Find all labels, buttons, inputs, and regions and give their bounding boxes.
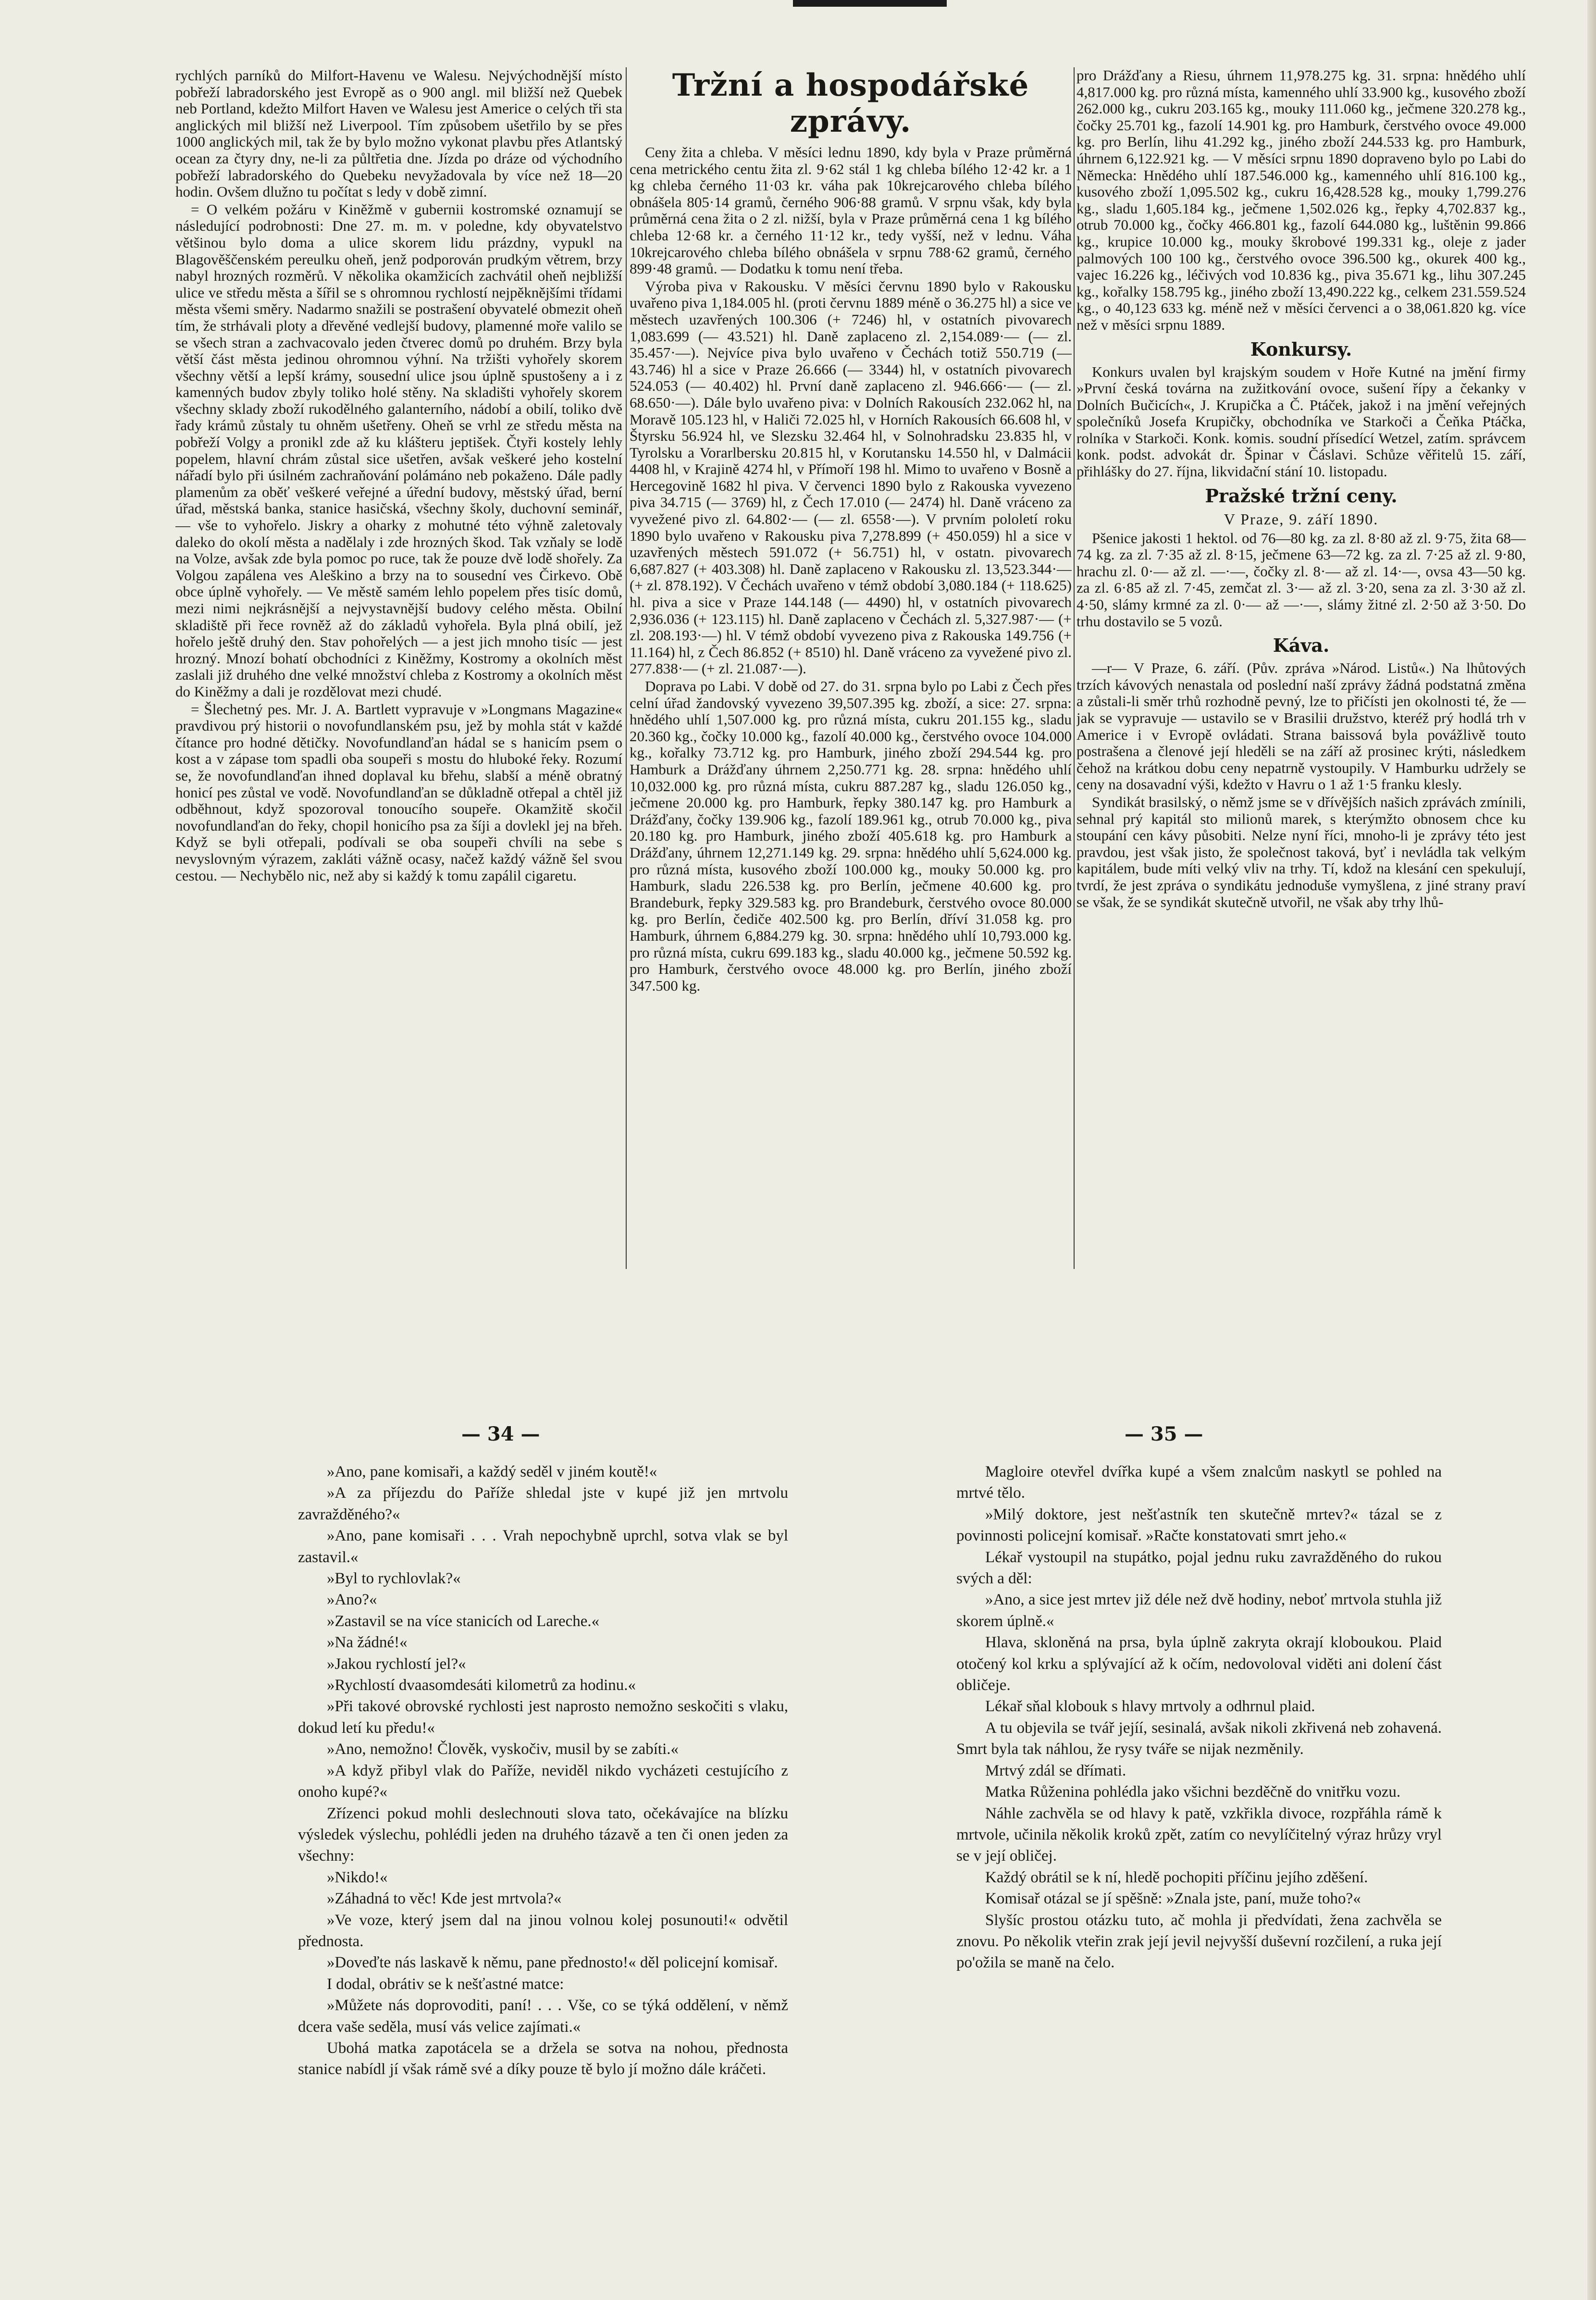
novel-line: »Ano, nemožno! Člověk, vyskočiv, musil by se zabíti.« xyxy=(327,1741,679,1758)
article-text: rychlých parníků do Milfort-Havenu ve Walesu. Nejvýchodnější místo pobřeží labradorského jest Evropě as o 900 angl. mil bližší než Quebek neb Portland, kdežto Milfort Haven ve Walesu jest Americe o celých tři sta anglických mil bližší než Liverpool. Tím způsobem ušetřilo by se přes 1000 anglických mil, tak že by bylo možno vykonat plavbu přes Atlantský ocean za čtyry dny, ne-li za půltřetia dne. Jízda po dráze od východního pobřeží labradorského do Quebeku nevyžadovala by více než 18—20 hodin. Ovšem dlužno tu počítat s ledy v době zimní. xyxy=(175,67,622,200)
column-right xyxy=(1076,67,1526,1269)
novel-line: Lékař sňal klobouk s hlavy mrtvoly a odhrnul plaid. xyxy=(985,1698,1315,1716)
novel-column-right xyxy=(956,1461,1442,2144)
article-text: = O velkém požáru v Kiněžmě v gubernii kostromské oznamují se následující podrobnosti: Dne 27. m. m. v poledne, kdy obyvatelstvo většinou bylo doma a ulice skorem lidu prázdny, vypukl na Blagověščenském pereulku oheň, jenž podporován prudkým větrem, brzy nabyl hrozných rozměrů. V několika okamžicích zachvátil oheň nejbližší ulice ve středu města a šířil se s ohromnou rychlostí nejpěknějšími třídami města všemi směry. Nadarmo snažili se postrašení obyvatelé obmezit oheň tím, že strhávali ploty a dřevěné vedlejší budovy, plamenné moře valilo se se všech stran a zachvacovalo jeden čtverec domů po druhém. Brzy byla větší část města jedinou ohromnou výhní. Na tržišti vyhořely skorem všechny větší a lepší krámy, sousední ulice jsou úplně spustošeny a i z kamenných budov zbyly toliko holé stěny. Na skladišti vyhořely skorem všechny sklady zboží rukodělného galanterního, nádobí a obilí, toliko dvě řady krámů zůstaly tu ohněm ušetřeny. Oheň se vrhl ze středu města na pobřeží Volgy a pronikl zde až ku klášteru jeptišek. Čtyři kostely lehly popelem, hlavní chrám zůstal sice ušetřen, avšak veškeré jeho kostelní nářadí bylo při úsilném zachraňování polámáno neb pokaženo. Dále padly plamenům za oběť veškeré veřejné a úřední budovy, městský úřad, berní úřad, městská banka, stanice hasičská, všechny školy, duchovní seminář, — vše to vyhořelo. Jiskry a oharky z mohutné této výhně zaletovaly daleko do okolí města a nadělaly i zde hrozných škod. Tak vzňaly se lodě na Volze, avšak zde byla pomoc po ruce, tak že pouze dvě lodě shořely. Za Volgou zapálena ves Aleškino a brzy na to sousední ves Čirkevo. Obě obce úplně vyhořely. — Ve městě samém lehlo popelem přes tisíc domů, mezi nimi nejkrásnější a nejvystavnější budovy celého města. Obilní skladiště při řece rovněž až do základů vyhořela. Byla plná obilí, jež hořelo ještě druhý den. Stav pohořelých — a jest jich mnoho tisíc — jest hrozný. Mnozí bohatí obchodníci z Kiněžmy, Kostromy a okolních měst zaslali již druhého dne velké množství chleba z Kostromy a okolních měst do Kiněžmy a dali je rozdělovat mezi chudé. xyxy=(175,200,622,700)
novel-line: »Zastavil se na více stanicích od Lareche.« xyxy=(327,1612,600,1630)
article-text: Syndikát brasilský, o němž jsme se v dřívějších našich zprávách zmínili, sehnal prý kapitál sto milionů marek, s kterýmžto obnosem chce ku stoupání cen kávy působiti. Nelze nyní říci, mnoho-li je zprávy této jest pravdou, jest však jisto, že společnost taková, byť i nevládla tak velkým kapitálem, bude míti velký vliv na trhy. Tí, kdož na klesání cen spekulují, tvrdí, že jest zpráva o syndikátu jednoduše vymyšlena, z jiné strany praví se však, že se syndikát skutečně utvořil, ne však aby trhy lhů- xyxy=(1076,793,1526,910)
novel-line: »Ano, a sice jest mrtev již déle než dvě hodiny, neboť mrtvola stuhla již skorem úplně.« xyxy=(956,1591,1442,1630)
novel-line: Každý obrátil se k ní, hledě pochopiti příčinu jejího zděšení. xyxy=(985,1868,1368,1886)
novel-line: »Ano?« xyxy=(327,1591,377,1609)
novel-line: »Rychlostí dvaasomdesáti kilometrů za hodinu.« xyxy=(327,1677,636,1694)
novel-line: »Můžete nás doprovoditi, paní! . . . Vše, co se týká oddělení, v němž dcera vaše seděla, musí vás velice zajímati.« xyxy=(298,1997,788,2036)
section-heading: Tržní a hospodářské zprávy. xyxy=(672,67,1029,139)
novel-line: Ubohá matka zapotácela se a držela se sotva na nohou, přednosta stanice nabídl jí však rámě své a díky pouze tě bylo jí možno dále kráčeti. xyxy=(298,2039,788,2078)
novel-line: »Nikdo!« xyxy=(327,1868,388,1886)
article-text: = Šlechetný pes. Mr. J. A. Bartlett vypravuje v »Longmans Magazine« pravdivou prý historii o novofundlanském psu, jež by mohla stát v každé čítance pro hodné dětičky. Novofundlanďan hádal se s hanicím psem o kost a v zápase tom spadli oba soupeři s mostu do hluboké řeky. Rozumí se, že novofundlanďan ihned doplaval ku břehu, slabší a méně obratný honicí pes zůstal ve vodě. Novofundlanďan se důkladně otřepal a chtěl již odběhnout, když spozoroval tonoucího soupeře. Okamžitě skočil novofundlanďan do řeky, chopil honicího psa za šíji a dovlekl jej na břeh. Když se byli otřepali, podívali se oba soupeři chvíli na sebe s nevyslovným výrazem, zakláti vážně ocasy, načež každý vážně šel svou cestou. — Nechybělo nic, než aby si každý k tomu zapálil cigaretu. xyxy=(175,700,622,884)
novel-line: I dodal, obrátiv se k nešťastné matce: xyxy=(327,1975,564,1993)
novel-line: »Na žádné!« xyxy=(327,1634,408,1652)
novel-column-left xyxy=(298,1461,788,2144)
novel-line: Hlava, skloněná na prsa, byla úplně zakryta okrají kloboukou. Plaid otočený kol krku a splývající až k očím, nedovoloval viděti ani dolení část obličeje. xyxy=(956,1634,1442,1694)
page-edge xyxy=(1587,0,1596,2300)
page-number: — 34 — xyxy=(461,1423,540,1445)
novel-line: Magloire otevřel dvířka kupé a všem znalcům naskytl se pohled na mrtvé tělo. xyxy=(956,1463,1442,1502)
novel-line: Slyšíc prostou otázku tuto, ač mohla ji předvídati, žena zachvěla se znovu. Po několik vteřin zrak její jevil nejvyšší duševní rozčilení, a ruka její po'ožila se maně na čelo. xyxy=(956,1911,1442,1972)
novel-line: »Doveďte nás laskavě k němu, pane přednosto!« děl policejní komisař. xyxy=(327,1954,778,1972)
novel-line: Náhle zachvěla se od hlavy k patě, vzkřikla divoce, rozpřáhla rámě k mrtvole, učinila několik kroků zpět, zatím co nevylíčitelný výraz hrůzy vryl se v její obličej. xyxy=(956,1804,1442,1865)
novel-line: »Při takové obrovské rychlosti jest naprosto nemožno seskočiti s vlaku, dokud letí ku předu!« xyxy=(298,1698,788,1737)
top-edge-mark xyxy=(793,0,947,7)
article-text: Doprava po Labi. V době od 27. do 31. srpna bylo po Labi z Čech přes celní úřad žandovský vyvezeno 39,507.395 kg. zboží, a sice: 27. srpna: hnědého uhlí 1,507.000 kg. pro různá místa, cukru 201.155 kg., sladu 20.360 kg., čočky 10.000 kg., fazolí 40.000 kg., čerstvého ovoce 104.000 kg., kořalky 73.712 kg. pro Hamburk, jiného zboží 294.544 kg. pro Hamburk a Drážďany úhrnem 2,250.771 kg. 28. srpna: hnědého uhlí 10,032.000 kg. pro různá místa, cukru 887.287 kg., sladu 126.050 kg., ječmene 20.000 kg. pro Hamburk, řepky 380.147 kg. pro Hamburk a Drážďany, čočky 139.906 kg., fazolí 189.961 kg., otrub 70.000 kg., piva 20.180 kg. pro Hamburk, jiného zboží 405.618 kg. pro Hamburk a Drážďany, úhrnem 12,271.149 kg. 29. srpna: hnědého uhlí 5,624.000 kg. pro různá místa, kusového zboží 100.000 kg., mouky 50.000 kg. pro Hamburk, sladu 226.538 kg. pro Berlín, ječmene 40.600 kg. pro Brandeburk, řepky 329.583 kg. pro Brandeburk, čerstvého ovoce 80.000 kg. pro Berlín, čediče 402.500 kg. pro Berlín, dříví 31.058 kg. pro Hamburk, úhrnem 6,884.279 kg. 30. srpna: hnědého uhlí 10,793.000 kg. pro různá místa, cukru 699.183 kg., sladu 40.000 kg., ječmene 50.592 kg. pro Hamburk, čerstvého ovoce 48.000 kg. pro Berlín, jiného zboží 347.500 kg. xyxy=(630,678,1072,994)
novel-line: »Milý doktore, jest nešťastník ten skutečně mrtev?« tázal se z povinnosti policejní komisař. »Račte konstatovati smrt jeho.« xyxy=(956,1505,1442,1545)
novel-line: »Ano, pane komisaři . . . Vrah nepochybně uprchl, sotva vlak se byl zastavil.« xyxy=(298,1527,788,1566)
article-text: Pšenice jakosti 1 hektol. od 76—80 kg. za zl. 8·80 až zl. 9·75, žita 68—74 kg. za zl. 7·35 až zl. 8·15, ječmene 63—72 kg. za zl. 7·25 až zl. 9·80, hrachu zl. 0·— až zl. —·—, čočky zl. 8·— až zl. 14·—, ovsa 43—50 kg. za zl. 6·85 až zl. 7·45, zemčat zl. 3·— až zl. 3·20, sena za zl. 3·30 až zl. 4·50, slámy krmné za zl. 0·— až —·—, slámy žitné zl. 2·50 až 3·50. Do trhu dostavilo se 5 vozů. xyxy=(1076,529,1526,630)
novel-line: Matka Růženina pohlédla jako všichni bezděčně do vnitřku vozu. xyxy=(985,1783,1401,1801)
column-divider xyxy=(1074,67,1075,1269)
column-divider xyxy=(626,67,627,1269)
novel-line: Mrtvý zdál se dřímati. xyxy=(985,1762,1126,1779)
section-heading: Konkursy. xyxy=(1250,338,1352,360)
novel-line: »A za příjezdu do Paříže shledal jste v kupé již jen mrtvolu zavražděného?« xyxy=(298,1484,788,1523)
novel-line: Zřízenci pokud mohli deslechnouti slova tato, očekávajíce na blízku výsledek výslechu, pohlédli jeden na druhého tázavě a ten či onen jeden za všechny: xyxy=(298,1804,788,1865)
novel-line: »Záhadná to věc! Kde jest mrtvola?« xyxy=(327,1890,562,1908)
section-heading: Káva. xyxy=(1273,634,1330,657)
article-text: pro Drážďany a Riesu, úhrnem 11,978.275 kg. 31. srpna: hnědého uhlí 4,817.000 kg. pro různá místa, kamenného uhlí 33.900 kg., kusového zboží 262.000 kg., cukru 203.165 kg., mouky 111.060 kg., ječmene 320.278 kg., čočky 25.701 kg., fazolí 14.901 kg. pro Hamburk, čerstvého ovoce 49.000 kg. pro Berlín, lihu 41.292 kg., jiného zboží 244.533 kg. pro Hamburk, úhrnem 6,122.921 kg. — V měsíci srpnu 1890 dopraveno bylo po Labi do Německa: Hnědého uhlí 187.546.000 kg., kamenného uhlí 816.100 kg., kusového zboží 1,095.502 kg., cukru 16,428.528 kg., mouky 1,799.276 kg., sladu 1,605.184 kg., ječmene 1,502.026 kg., řepky 4,702.837 kg., otrub 70.000 kg., čočky 466.801 kg., fazolí 644.080 kg., luštěnin 99.866 kg., krupice 10.000 kg., mouky škrobové 199.331 kg., oleje z jader palmových 100 100 kg., čerstvého ovoce 396.500 kg., okurek 400 kg., vajec 16.226 kg., léčivých vod 10.836 kg., piva 35.671 kg., lihu 307.245 kg., kořalky 158.795 kg., jiného zboží 13,490.222 kg., celkem 231.559.524 kg., o 40,123 633 kg. méně než v měsíci červenci a o 38,061.820 kg. více než v měsíci srpnu 1889. xyxy=(1076,67,1526,333)
section-heading: Pražské tržní ceny. xyxy=(1205,485,1398,507)
page-number: — 35 — xyxy=(1125,1423,1203,1445)
novel-line: »Byl to rychlovlak?« xyxy=(327,1570,461,1588)
novel-line: »Ano, pane komisaři, a každý seděl v jiném koutě!« xyxy=(327,1463,657,1480)
column-middle xyxy=(630,67,1072,1269)
novel-line: A tu objevila se tvář jejíí, sesinalá, avšak nikoli zkřivená neb zohavená. Smrt byla tak náhlou, že rysy tváře se nijak nezměnily. xyxy=(956,1719,1442,1758)
article-text: Výroba piva v Rakousku. V měsíci červnu 1890 bylo v Rakousku uvařeno piva 1,184.005 hl. (proti červnu 1889 méně o 36.275 hl) a sice ve městech uzavřených 100.306 (+ 7246) hl, v ostatních pivovarech 1,083.699 (— 43.521) hl. Daně zaplaceno zl. 2,154.089·— (— zl. 35.457·—). Nejvíce piva bylo uvařeno v Čechách totiž 550.719 (— 43.746) hl a sice v Praze 26.666 (— 3344) hl, v ostatních pivovarech 524.053 (— 40.402) hl. První daně zaplaceno zl. 946.666·— (— zl. 68.650·—). Dále bylo uvařeno piva: v Dolních Rakousích 232.062 hl, na Moravě 105.123 hl, v Haliči 72.025 hl, v Horních Rakousích 66.608 hl, v Štyrsku 56.924 hl, ve Slezsku 32.464 hl, v Solnohradsku 23.835 hl, v Tyrolsku a Vorarlbersku 20.815 hl, v Korutansku 14.550 hl, v Dalmácii 4408 hl, v Krajině 4274 hl, v Přímoří 198 hl. Mimo to uvařeno v Bosně a Hercegovině 1682 hl piva. V červenci 1890 bylo z Rakouska vyvezeno piva 34.715 (— 3769) hl, z Čech 17.010 (— 2474) hl. Daně vráceno za vyvežené pivo zl. 64.802·— (— zl. 6558·—). V prvním pololetí roku 1890 bylo uvařeno v Rakousku piva 7,278.899 (+ 450.059) hl a sice v uzavřených městech 591.072 (+ 56.751) hl, v ostatn. pivovarech 6,687.827 (+ 403.308) hl. Daně zaplaceno v Rakousku zl. 13,523.344·— (+ zl. 878.192). V Čechách uvařeno v témž období 3,080.184 (+ 118.625) hl. piva a sice v Praze 144.148 (— 4490) hl, v ostatních pivovarech 2,936.036 (+ 123.115) hl. Daně zaplaceno v Čechách zl. 5,327.987·— (+ zl. 208.193·—) hl. V témž období vyvezeno piva z Rakouska 149.756 (+ 11.164) hl, z Čech 86.852 (+ 8510) hl. Daně vráceno za vyvežené pivo zl. 277.838·— (+ zl. 21.087·—). xyxy=(630,277,1072,677)
dateline: V Praze, 9. září 1890. xyxy=(1224,510,1379,528)
novel-line: Komisař otázal se jí spěšně: »Znala jste, paní, muže toho?« xyxy=(985,1890,1361,1908)
column-left xyxy=(175,67,622,1269)
novel-line: »Jakou rychlostí jel?« xyxy=(327,1655,466,1673)
article-text: —r— V Praze, 6. září. (Pův. zpráva »Národ. Listů«.) Na lhůtových trzích kávových nenastala od poslední naší zprávy žádná podstatná změna a zůstali-li směr trhů rozhodně pevný, lze to přičísti jen okolnosti té, že — jak se vypravuje — ustavilo se v Brasilii družstvo, kteréž prý hodlá trh v Americe i v Evropě ovládati. Strana baissová byla povážlivě touto postrašena a členové její hleděli se na září až prosinec krýti, následkem čehož na krátkou dobu ceny nepatrně vystoupily. V Hamburku udržely se ceny na dosavadní výši, kdežto v Havru o 1 až 1·5 franku klesly. xyxy=(1076,659,1526,793)
novel-line: »A když přibyl vlak do Paříže, neviděl nikdo vycházeti cestujícího z onoho kupé?« xyxy=(298,1762,788,1801)
novel-line: »Ve voze, který jsem dal na jinou volnou kolej posunouti!« odvětil přednosta. xyxy=(298,1911,788,1950)
article-text: Ceny žita a chleba. V měsíci lednu 1890, kdy byla v Praze průměrná cena metrického centu žita zl. 9·62 stál 1 kg chleba bílého 12·42 kr. a 1 kg chleba černého 11·03 kr. váha pak 10krejcarového chleba bílého obnášela 805·14 gramů, černého 906·88 gramů. V srpnu však, kdy byla průměrná cena žita o 2 zl. nižší, byla v Praze průměrná cena 1 kg bílého chleba 12·68 kr. a černého 11·12 kr., tedy vyšší, než v lednu. Váha 10krejcarového chleba bílého obnášela v srpnu 788·62 gramů, černého 899·48 gramů. — Dodatku k tomu není třeba. xyxy=(630,144,1072,277)
novel-line: Lékař vystoupil na stupátko, pojal jednu ruku zavražděného do rukou svých a děl: xyxy=(956,1548,1442,1588)
article-text: Konkurs uvalen byl krajským soudem v Hoře Kutné na jmění firmy »První česká továrna na zužitkování ovoce, sušení řípy a čekanky v Dolních Bučicích«, J. Krupička a Č. Ptáček, jakož i na jmění veřejných společníků Josefa Krupičky, obchodníka ve Starkoči a Čeňka Ptáčka, rolníka v Starkoči. Konk. komis. soudní přísedící Wetzel, zatím. správcem konk. podst. advokát dr. Špinar v Čáslavi. Schůze věřitelů 15. září, přihlášky do 27. října, likvidační stání 10. listopadu. xyxy=(1076,363,1526,480)
